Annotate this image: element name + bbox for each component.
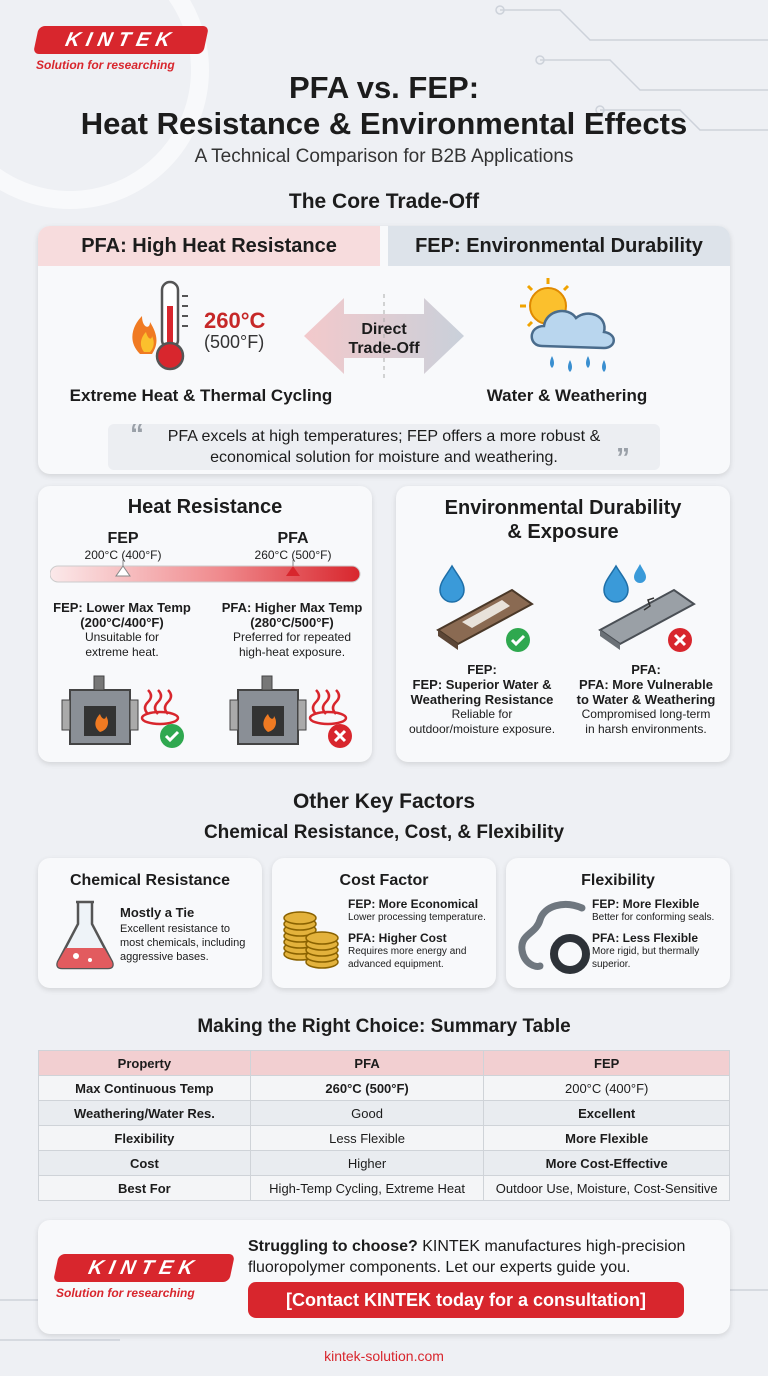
summary-table — [38, 1050, 730, 1201]
heat-fep-summary — [42, 600, 202, 660]
chemical-resistance-card — [38, 858, 262, 988]
table-cell: 200°C (400°F) — [484, 1076, 730, 1101]
close-quote-icon: ” — [616, 442, 630, 473]
chem-text — [120, 906, 260, 964]
cost-pfa-desc1: Requires more energy and — [348, 946, 467, 957]
water-plank-check-icon — [432, 560, 542, 658]
logo-tagline: Solution for researching — [36, 58, 175, 72]
cost-fep-desc: Lower processing temperature. — [348, 912, 486, 923]
thermometer-flame-icon — [122, 276, 202, 376]
heat-pfa-title2: (280°C/500°F) — [250, 615, 334, 630]
cost-factor-card — [272, 858, 496, 988]
env-pfa-desc2: in harsh environments. — [585, 722, 707, 736]
cost-fep-head: FEP: More Economical — [348, 897, 479, 911]
heat-pfa-summary — [212, 600, 372, 660]
tube-and-oring-icon — [514, 898, 594, 978]
heat-fep-temp: 200°C (400°F) — [84, 548, 162, 562]
coin-stack-icon — [278, 902, 344, 972]
table-header-row — [39, 1051, 730, 1076]
tradeoff-arrow-line2: Trade-Off — [348, 340, 420, 357]
cost-title: Cost Factor — [339, 872, 429, 889]
tradeoff-section-title: The Core Trade-Off — [288, 190, 480, 213]
flex-pfa-desc1: More rigid, but thermally — [592, 946, 700, 957]
table-cell: Max Continuous Temp — [39, 1076, 251, 1101]
cta-card — [38, 1220, 730, 1334]
heat-fep-title2: (200°C/400°F) — [80, 615, 164, 630]
env-fep-title1: FEP: Superior Water & — [412, 677, 552, 692]
env-fep-desc1: Reliable for — [451, 707, 513, 721]
page-header — [0, 70, 768, 168]
heat-fep-title1: FEP: Lower Max Temp — [53, 600, 191, 615]
flex-fep-desc: Better for conforming seals. — [592, 912, 715, 923]
cta-bold: Struggling to choose? — [248, 1238, 418, 1255]
table-cell: Cost — [39, 1151, 251, 1176]
heat-temp-c: 260°C — [204, 308, 266, 333]
open-quote-icon: “ — [130, 418, 144, 449]
heat-pfa-temp: 260°C (500°F) — [254, 548, 332, 562]
cta-text1: KINTEK manufactures high-precision — [417, 1238, 686, 1255]
flex-text — [592, 898, 728, 971]
sun-cloud-rain-icon — [508, 276, 628, 380]
furnace-check-icon — [60, 670, 190, 750]
fep-heading: FEP: Environmental Durability — [388, 226, 730, 266]
env-title1: Environmental Durability — [444, 497, 682, 519]
tradeoff-arrow-line1: Direct — [361, 321, 407, 338]
heat-pfa-title1: PFA: Higher Max Temp — [221, 600, 363, 615]
chem-desc1: Excellent resistance to — [120, 923, 231, 935]
flex-fep-head: FEP: More Flexible — [592, 897, 700, 911]
chem-head: Mostly a Tie — [120, 905, 195, 920]
table-row — [39, 1176, 730, 1201]
table-cell: 260°C (500°F) — [250, 1076, 484, 1101]
pfa-heading: PFA: High Heat Resistance — [38, 226, 380, 266]
chem-desc2: most chemicals, including — [120, 937, 246, 949]
cost-pfa-desc2: advanced equipment. — [348, 959, 444, 970]
brand-logo[interactable] — [36, 26, 206, 72]
table-row — [39, 1076, 730, 1101]
table-header-cell: FEP — [484, 1051, 730, 1076]
table-cell: Outdoor Use, Moisture, Cost-Sensitive — [484, 1176, 730, 1201]
heat-pfa-desc1: Preferred for repeated — [232, 630, 352, 644]
env-pfa-label: PFA: — [631, 662, 661, 677]
table-row — [39, 1151, 730, 1176]
environmental-card — [396, 486, 730, 762]
temperature-scale-bar — [50, 560, 362, 584]
env-title2: & Exposure — [507, 521, 619, 543]
flex-title: Flexibility — [581, 872, 655, 889]
website-link[interactable]: kintek-solution.com — [324, 1348, 444, 1364]
env-pfa-summary — [564, 662, 728, 737]
tradeoff-arrow-label — [324, 320, 444, 358]
env-card-title — [396, 496, 730, 544]
heat-resistance-card — [38, 486, 372, 762]
heat-temp-f: (500°F) — [204, 332, 265, 352]
env-fep-desc2: outdoor/moisture exposure. — [408, 722, 556, 736]
heat-fep-desc2: extreme heat. — [85, 645, 159, 659]
quote-line1: PFA excels at high temperatures; FEP offers a more robust & — [167, 428, 601, 445]
flexibility-card — [506, 858, 730, 988]
table-cell: Best For — [39, 1176, 251, 1201]
table-title: Making the Right Choice: Summary Table — [197, 1016, 571, 1037]
cta-text — [248, 1236, 718, 1278]
env-fep-label: FEP: — [467, 662, 497, 677]
table-row — [39, 1126, 730, 1151]
page-subtitle: A Technical Comparison for B2B Applications — [194, 146, 574, 167]
env-pfa-title2: to Water & Weathering — [576, 692, 716, 707]
table-cell: Good — [250, 1101, 484, 1126]
table-cell: Weathering/Water Res. — [39, 1101, 251, 1126]
table-cell: Excellent — [484, 1101, 730, 1126]
flex-pfa-desc2: superior. — [592, 959, 631, 970]
flex-pfa-head: PFA: Less Flexible — [592, 931, 699, 945]
factors-title: Other Key Factors — [292, 790, 476, 813]
tradeoff-card — [38, 226, 730, 474]
contact-button[interactable]: [Contact KINTEK today for a consultation] — [248, 1282, 684, 1318]
quote-line2: economical solution for moisture and weathering. — [210, 449, 558, 466]
page-title-line1: PFA vs. FEP: — [288, 70, 480, 105]
cost-pfa-head: PFA: Higher Cost — [348, 931, 447, 945]
heat-card-title: Heat Resistance — [127, 496, 283, 518]
flask-icon — [52, 898, 118, 972]
pfa-caption: Extreme Heat & Thermal Cycling — [69, 386, 333, 405]
heat-fep-label: FEP — [107, 530, 139, 547]
cta-logo-tagline: Solution for researching — [56, 1286, 195, 1300]
heat-fep-desc1: Unsuitable for — [84, 630, 160, 644]
env-fep-summary — [400, 662, 564, 737]
chem-desc3: aggressive bases. — [120, 951, 209, 963]
table-row — [39, 1101, 730, 1126]
table-cell: More Cost-Effective — [484, 1151, 730, 1176]
cta-logo-wordmark: KINTEK — [53, 1254, 235, 1282]
tradeoff-quote — [108, 424, 660, 470]
page-title-line2: Heat Resistance & Environmental Effects — [80, 106, 688, 141]
table-cell: Higher — [250, 1151, 484, 1176]
cta-brand-logo[interactable] — [56, 1254, 232, 1300]
chem-title: Chemical Resistance — [69, 872, 231, 889]
env-pfa-desc1: Compromised long-term — [581, 707, 711, 721]
water-plank-cross-icon — [594, 560, 704, 658]
table-cell: Flexibility — [39, 1126, 251, 1151]
factors-subtitle: Chemical Resistance, Cost, & Flexibility — [203, 822, 565, 843]
heat-pfa-label: PFA — [277, 530, 309, 547]
cost-text — [348, 898, 494, 971]
env-pfa-title1: PFA: More Vulnerable — [579, 677, 713, 692]
furnace-cross-icon — [228, 670, 358, 750]
table-cell: High-Temp Cycling, Extreme Heat — [250, 1176, 484, 1201]
table-cell: Less Flexible — [250, 1126, 484, 1151]
table-cell: More Flexible — [484, 1126, 730, 1151]
heat-pfa-desc2: high-heat exposure. — [238, 645, 346, 659]
cta-text2: fluoropolymer components. Let our experts guide you. — [248, 1259, 631, 1276]
table-header-cell: Property — [39, 1051, 251, 1076]
logo-wordmark: KINTEK — [33, 26, 209, 54]
table-header-cell: PFA — [250, 1051, 484, 1076]
env-fep-title2: Weathering Resistance — [410, 692, 554, 707]
fep-caption: Water & Weathering — [486, 386, 648, 405]
